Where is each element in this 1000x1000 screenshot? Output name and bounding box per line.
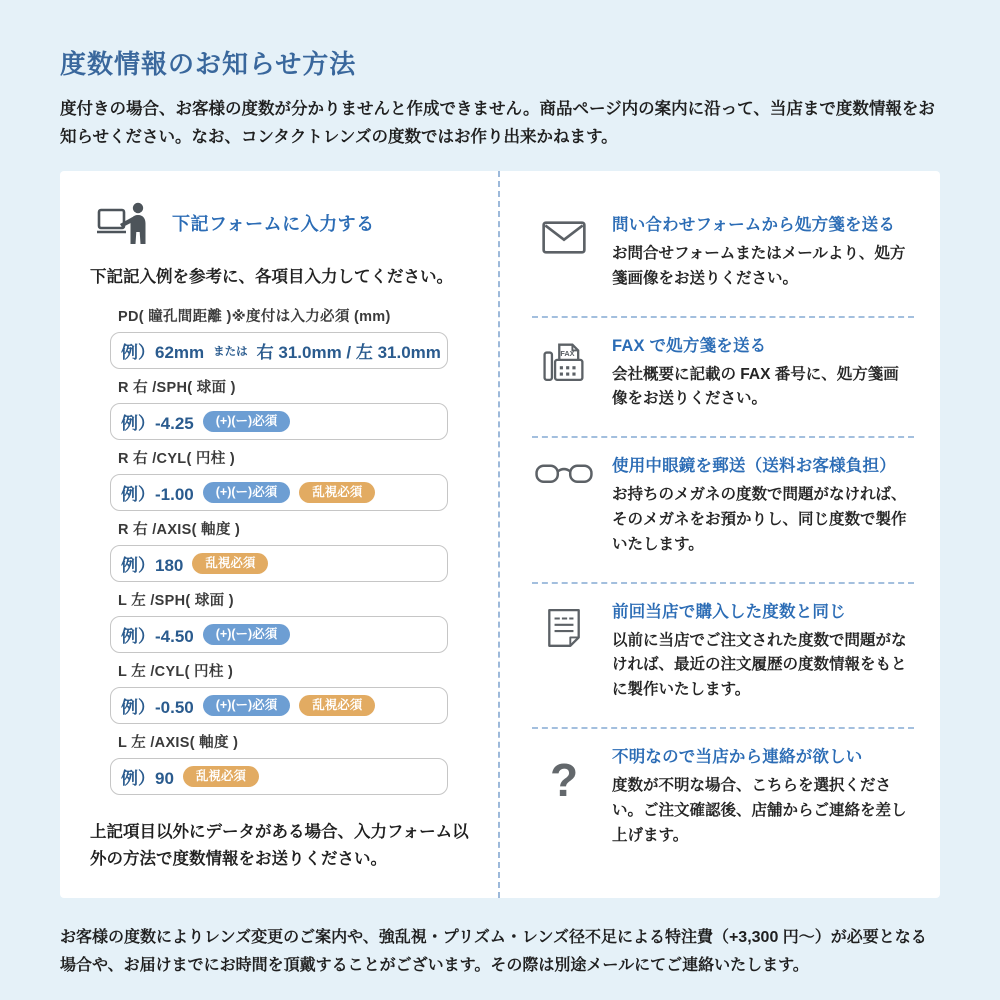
form-row-r-sph: [110, 378, 478, 440]
info-panel: [60, 171, 940, 897]
field-label: L 左 /SPH( 球面 ): [118, 593, 234, 610]
badge-astigmatism-required: 乱視必須: [299, 482, 375, 503]
method-body: お問合せフォームまたはメールより、処方箋画像をお送りください。: [612, 245, 906, 287]
field-label: R 右 /CYL( 円柱 ): [118, 451, 235, 468]
form-row-l-cyl: [110, 662, 478, 724]
method-body: 以前に当店でご注文された度数で問題がなければ、最近の注文履歴の度数情報をもとに製作いたします。: [612, 631, 907, 699]
methods-section: [500, 171, 940, 897]
method-text: [612, 452, 914, 557]
field-label: R 右 /SPH( 球面 ): [118, 380, 236, 397]
method-title: 前回当店で購入した度数と同じ: [612, 602, 846, 621]
form-row-l-sph: [110, 591, 478, 653]
form-note: 上記項目以外にデータがある場合、入力フォーム以外の方法で度数情報をお送りください。: [90, 823, 469, 869]
form-section: [60, 171, 500, 897]
badge-astigmatism-required: 乱視必須: [192, 553, 268, 574]
method-body: 会社概要に記載の FAX 番号に、処方箋画像をお送りください。: [612, 365, 899, 408]
example-or-text: または: [213, 345, 248, 358]
method-body: 度数が不明な場合、こちらを選択ください。ご注文確認後、店舗からご連絡を差し上げます。: [612, 777, 907, 844]
method-text: [612, 598, 914, 703]
badge-plus-minus-required: (+)(ー)必須: [203, 482, 290, 503]
glasses-icon: [532, 452, 596, 557]
method-text: [612, 211, 914, 292]
example-value: 例）-4.25: [121, 414, 194, 434]
example-box-r-cyl: [110, 474, 448, 511]
intro-text: 度付きの場合、お客様の度数が分かりませんと作成できません。商品ページ内の案内に沿って、当店まで度数情報をお知らせください。なお、コンタクトレンズの度数ではお作り出来かねます。: [60, 100, 935, 147]
method-unknown-contact: [532, 729, 914, 872]
method-title: 不明なので当店から連絡が欲しい: [612, 748, 863, 767]
badge-astigmatism-required: 乱視必須: [299, 695, 375, 716]
badge-plus-minus-required: (+)(ー)必須: [203, 624, 290, 645]
method-title: 問い合わせフォームから処方箋を送る: [612, 216, 896, 235]
form-section-subtitle: 下記記入例を参考に、各項目入力してください。: [90, 268, 453, 287]
badge-plus-minus-required: (+)(ー)必須: [203, 411, 290, 432]
method-title: 使用中眼鏡を郵送（送料お客様負担）: [612, 457, 896, 476]
form-row-l-axis: [110, 733, 478, 795]
example-value: 例）62mm: [121, 343, 205, 363]
example-value: 例）-4.50: [121, 627, 194, 647]
form-section-header: [96, 199, 478, 247]
method-contact-form: [532, 197, 914, 318]
form-row-r-axis: [110, 520, 478, 582]
method-body: お持ちのメガネの度数で問題がなければ、そのメガネをお預かりし、同じ度数で製作いたします。: [612, 486, 907, 553]
method-mail-glasses: [532, 438, 914, 583]
field-label: PD( 瞳孔間距離 )※度付は入力必須 (mm): [118, 309, 391, 326]
form-example-rows: [110, 307, 478, 795]
method-text: [612, 332, 914, 413]
envelope-icon: [532, 211, 596, 292]
example-value: 右 31.0mm / 左 31.0mm: [256, 343, 441, 363]
question-icon: ?: [549, 754, 579, 807]
field-label: L 左 /AXIS( 軸度 ): [118, 735, 239, 752]
field-label: R 右 /AXIS( 軸度 ): [118, 522, 241, 539]
example-box-r-sph: [110, 403, 448, 440]
method-title: FAX で処方箋を送る: [612, 336, 767, 355]
page-title: 度数情報のお知らせ方法: [60, 49, 357, 79]
form-section-title: 下記フォームに入力する: [172, 214, 375, 235]
fax-icon: [532, 332, 596, 413]
field-label: L 左 /CYL( 円柱 ): [118, 664, 234, 681]
method-fax: [532, 318, 914, 439]
document-icon: [532, 598, 596, 703]
example-value: 例）90: [121, 769, 174, 789]
badge-plus-minus-required: (+)(ー)必須: [203, 695, 290, 716]
example-value: 例）-0.50: [121, 698, 194, 718]
example-box-l-sph: [110, 616, 448, 653]
presenter-icon: [96, 199, 152, 247]
example-value: 例）180: [121, 556, 184, 576]
form-row-r-cyl: [110, 449, 478, 511]
form-row-pd: [110, 307, 478, 369]
example-box-l-cyl: [110, 687, 448, 724]
footer-note: お客様の度数によりレンズ変更のご案内や、強乱視・プリズム・レンズ径不足による特注費（+3,300 円〜）が必要となる場合や、お届けまでにお時間を頂戴することがございます。その際は別途メールにてご連絡いたします。: [60, 928, 927, 974]
method-previous-order: [532, 584, 914, 729]
example-value: 例）-1.00: [121, 485, 194, 505]
method-text: [612, 743, 914, 848]
page-header: [0, 0, 1000, 151]
example-box-pd: [110, 332, 448, 369]
badge-astigmatism-required: 乱視必須: [183, 766, 259, 787]
example-box-l-axis: [110, 758, 448, 795]
svg-text:FAX: FAX: [560, 348, 575, 358]
example-box-r-axis: [110, 545, 448, 582]
